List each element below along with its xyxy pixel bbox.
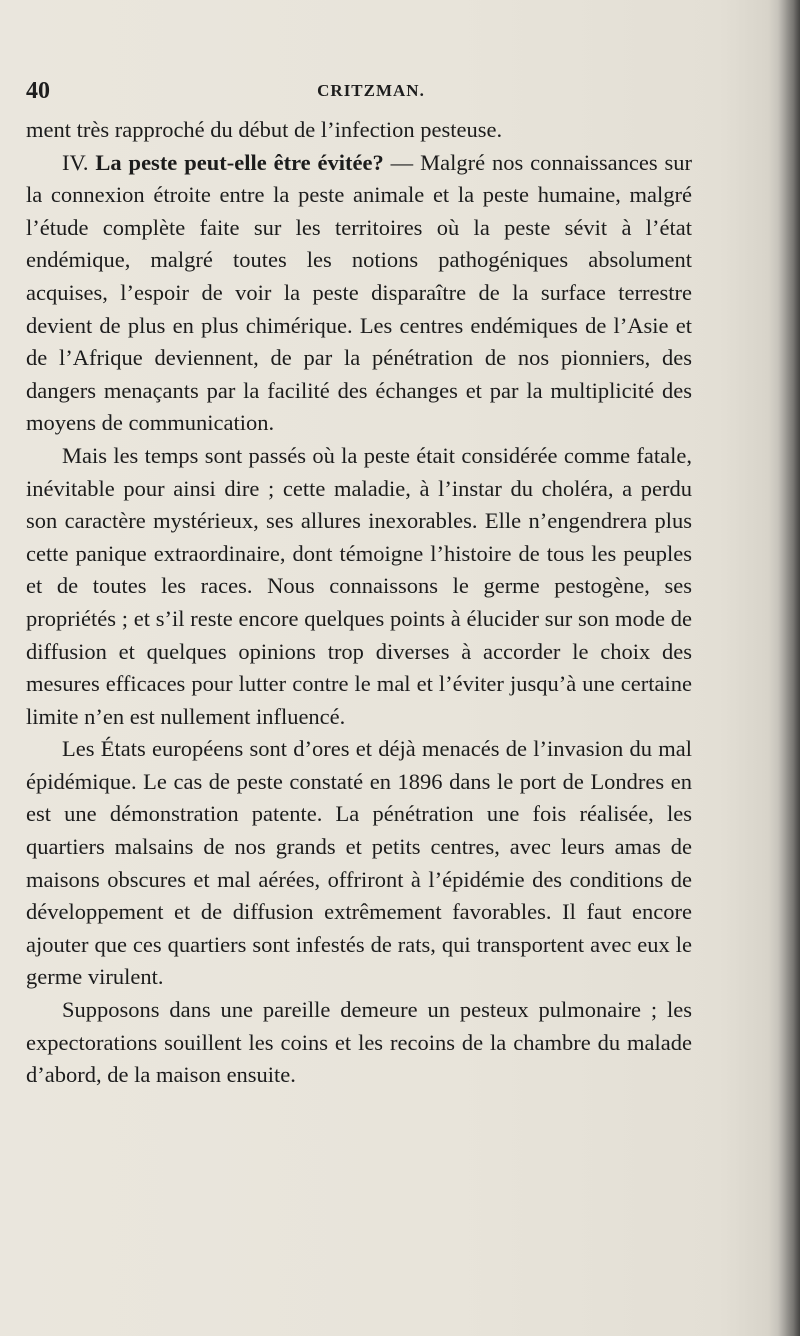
page-header [26, 78, 716, 108]
paragraph-text: ment très rapproché du début de l’infection pesteuse. [26, 117, 503, 142]
paragraph-text: Supposons dans une pareille demeure un pesteux pulmonaire ; les expectorations souillent les coins et les recoins de la chambre du malade d’abord, de la maison ensuite. [26, 997, 692, 1088]
paragraph-text: — Malgré nos connaissances sur la connexion étroite entre la peste animale et la peste humaine, malgré l’étude complète faite sur les territoires où la peste sévit à l’état endémique, malgré toutes les notions pathogéniques absolument acquises, l’espoir de voir la peste disparaître de la surface terrestre devient de plus en plus chimérique. Les centres endémiques de l’Asie et de l’Afrique deviennent, de par la pénétration de nos pionniers, des dangers menaçants par la facilité des échanges et par la multiplicité des moyens de communication. [26, 149, 693, 436]
paragraph-text: Mais les temps sont passés où la peste était considérée comme fatale, inévitable pour ainsi dire ; cette maladie, à l’instar du choléra, a perdu son caractère mystérieux, ses allures inexorables. Elle n’engendrera plus cette panique extraordinaire, dont témoigne l’histoire de tous les peuples et de toutes les races. Nous connaissons le germe pestogène, ses propriétés ; et s’il reste encore quelques points à élucider sur son mode de diffusion et quelques opinions trop diverses à accorder le choix des mesures efficaces pour lutter contre le mal et l’éviter jusqu’à une certaine limite n’en est nullement influencé. [26, 442, 692, 729]
running-head: CRITZMAN. [317, 81, 425, 100]
paragraph-text: Les États européens sont d’ores et déjà menacés de l’invasion du mal épidémique. Le cas de peste constaté en 1896 dans le port de Londres en est une démonstration patente. La pénétration une fois réalisée, les quartiers malsains de nos grands et petits centres, avec leurs amas de maisons obscures et mal aérées, offriront à l’épidémie des conditions de développement et de diffusion extrêmement favorables. Il faut encore ajouter que ces quartiers sont infestés de rats, qui transportent avec eux le germe virulent. [26, 736, 692, 990]
section-title: La peste peut-elle être évitée? [95, 149, 384, 175]
section-number: IV. [62, 149, 89, 175]
paragraph-continuation [26, 114, 692, 147]
body-text [26, 114, 692, 1092]
binding-shadow [778, 0, 800, 1336]
paragraph-section-iv [26, 147, 692, 440]
paragraph [26, 994, 692, 1092]
page-number: 40 [26, 78, 50, 104]
paragraph [26, 733, 692, 994]
paragraph [26, 440, 692, 733]
